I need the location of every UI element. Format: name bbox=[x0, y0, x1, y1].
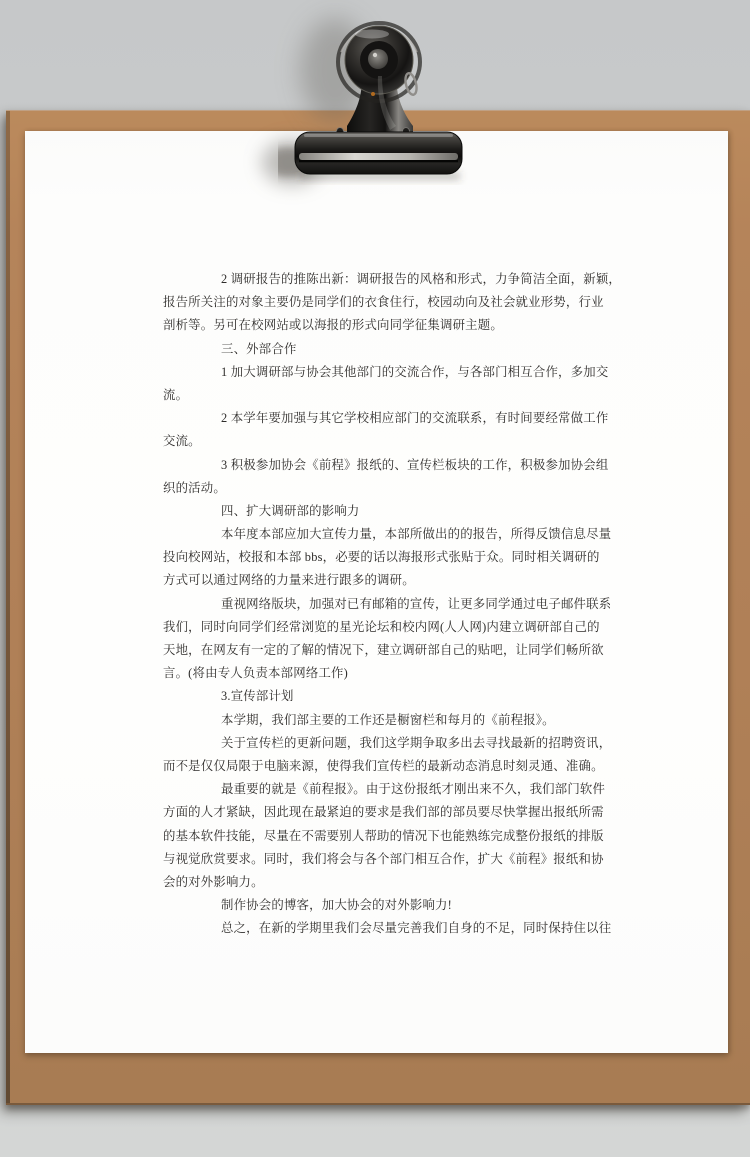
document-line: 言。(将由专人负责本部网络工作) bbox=[163, 666, 348, 681]
knob-amber-glint bbox=[371, 92, 375, 96]
document-line: 2 调研报告的推陈出新：调研报告的风格和形式，力争简洁全面，新颖， bbox=[221, 272, 622, 286]
document-line: 投向校网站，校报和本部 bbs，必要的话以海报形式张贴于众。同时相关调研的 bbox=[163, 550, 600, 565]
document-section-heading: 3.宣传部计划 bbox=[221, 689, 294, 704]
clip-bar-stripe bbox=[299, 153, 458, 160]
document-line: 重视网络版块，加强对已有邮箱的宣传，让更多同学通过电子邮件联系 bbox=[221, 596, 612, 611]
document-body-text bbox=[163, 268, 622, 940]
document-section-heading: 四、扩大调研部的影响力 bbox=[221, 503, 360, 518]
document-line: 剖析等。另可在校网站或以海报的形式向同学征集调研主题。 bbox=[163, 318, 503, 333]
document-line: 交流。 bbox=[163, 434, 201, 449]
document-line: 而不是仅仅局限于电脑来源，使得我们宣传栏的最新动态消息时刻灵通、准确。 bbox=[163, 758, 604, 773]
knob-top-highlight bbox=[355, 30, 389, 39]
document-line: 会的对外影响力。 bbox=[163, 874, 264, 889]
document-line: 总之，在新的学期里我们会尽量完善我们自身的不足，同时保持住以往 bbox=[221, 921, 612, 936]
document-line: 本年度本部应加大宣传力量，本部所做出的的报告，所得反馈信息尽量 bbox=[221, 527, 612, 542]
document-section-heading: 三、外部合作 bbox=[221, 341, 297, 356]
knob-hole-glint bbox=[373, 53, 377, 57]
document-line: 与视觉欣赏要求。同时，我们将会与各个部门相互合作，扩大《前程》报纸和协 bbox=[163, 851, 604, 866]
document-line: 2 本学年要加强与其它学校相应部门的交流联系，有时间要经常做工作 bbox=[221, 411, 609, 426]
clip-bar-stripe-shadow bbox=[299, 160, 458, 162]
document-line: 流。 bbox=[163, 387, 189, 402]
document-line: 最重要的就是《前程报》。由于这份报纸才刚出来不久，我们部门软件 bbox=[221, 782, 606, 797]
document-line: 织的活动。 bbox=[163, 480, 226, 495]
document-line: 方式可以通过网络的力量来进行跟多的调研。 bbox=[163, 573, 415, 588]
clip-bar-top-highlight bbox=[304, 134, 453, 137]
document-line: 天地，在网友有一定的了解的情况下，建立调研部自己的贴吧，让同学们畅所欲 bbox=[163, 643, 604, 657]
document-line: 我们，同时向同学们经常浏览的星光论坛和校内网(人人网)内建立调研部自己的 bbox=[163, 619, 600, 634]
document-line: 1 加大调研部与协会其他部门的交流合作，与各部门相互合作，多加交 bbox=[221, 364, 609, 379]
document-line: 制作协会的博客，加大协会的对外影响力! bbox=[221, 898, 452, 913]
knob-hole bbox=[368, 49, 388, 69]
clipboard-left-edge bbox=[6, 111, 10, 1103]
binder-clip-icon bbox=[278, 12, 478, 187]
document-line: 的基本软件技能，尽量在不需要别人帮助的情况下也能熟练完成整份报纸的排版 bbox=[163, 828, 604, 843]
document-line: 方面的人才紧缺，因此现在最紧迫的要求是我们部的部员要尽快掌握出报纸所需 bbox=[163, 805, 604, 820]
document-line: 报告所关注的对象主要仍是同学们的衣食住行，校园动向及社会就业形势，行业 bbox=[163, 295, 604, 310]
document-line: 3 积极参加协会《前程》报纸的、宣传栏板块的工作，积极参加协会组 bbox=[221, 457, 609, 472]
binder-clip bbox=[278, 12, 478, 187]
document-line: 关于宣传栏的更新问题，我们这学期争取多出去寻找最新的招聘资讯， bbox=[221, 735, 612, 750]
document-line: 本学期，我们部主要的工作还是橱窗栏和每月的《前程报》。 bbox=[221, 712, 555, 727]
